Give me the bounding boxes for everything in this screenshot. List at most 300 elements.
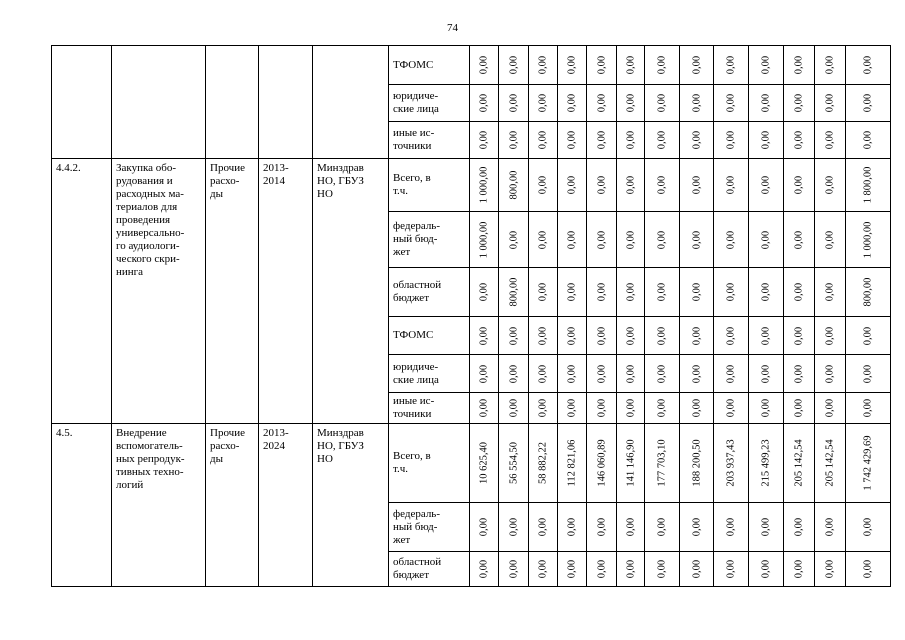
amount-cell	[784, 85, 815, 122]
amount-value: 58 882,22	[537, 442, 549, 484]
amount-cell	[749, 159, 784, 212]
amount-cell	[846, 85, 891, 122]
amount-value: 0,00	[760, 559, 772, 579]
amount-value: 0,00	[725, 282, 737, 302]
amount-cell	[714, 159, 749, 212]
amount-cell	[645, 355, 680, 393]
funding-source-cell: иные ис- точники	[389, 122, 470, 159]
amount-cell	[714, 268, 749, 317]
amount-cell	[749, 268, 784, 317]
amount-value: 0,00	[760, 55, 772, 75]
amount-value: 0,00	[508, 326, 519, 345]
row-category-cell	[206, 46, 259, 159]
amount-value: 0,00	[566, 559, 578, 579]
amount-value: 0,00	[596, 559, 607, 579]
amount-cell	[784, 393, 815, 424]
amount-value: 0,00	[537, 93, 549, 113]
amount-cell	[587, 552, 617, 587]
amount-value: 0,00	[508, 517, 519, 537]
amount-value: 0,00	[656, 364, 668, 383]
row-executor-cell: Минздрав НО, ГБУЗ НО	[313, 424, 389, 587]
amount-cell	[558, 355, 587, 393]
amount-cell	[815, 212, 846, 268]
amount-value: 0,00	[760, 93, 772, 113]
amount-value: 0,00	[596, 130, 607, 150]
amount-cell	[529, 355, 558, 393]
amount-cell	[714, 122, 749, 159]
amount-cell	[645, 552, 680, 587]
amount-cell	[846, 317, 891, 355]
amount-cell	[749, 317, 784, 355]
amount-cell	[784, 46, 815, 85]
row-period-cell: 2013- 2024	[259, 424, 313, 587]
amount-value: 0,00	[566, 130, 578, 150]
amount-value: 0,00	[625, 517, 636, 537]
amount-value: 0,00	[824, 517, 836, 537]
amount-cell	[617, 355, 645, 393]
amount-cell	[617, 268, 645, 317]
amount-cell	[645, 159, 680, 212]
amount-value: 0,00	[725, 517, 737, 537]
amount-value: 0,00	[862, 93, 874, 113]
amount-value: 0,00	[793, 55, 805, 75]
amount-cell	[529, 552, 558, 587]
amount-cell	[680, 159, 714, 212]
row-category-cell: Прочие расхо- ды	[206, 424, 259, 587]
amount-value: 0,00	[596, 55, 607, 75]
amount-value: 0,00	[656, 230, 668, 249]
amount-value: 10 625,40	[478, 442, 490, 484]
amount-cell	[846, 424, 891, 503]
amount-cell	[815, 268, 846, 317]
amount-value: 0,00	[691, 230, 702, 249]
amount-cell	[714, 503, 749, 552]
amount-value: 0,00	[824, 230, 836, 249]
amount-cell	[617, 212, 645, 268]
amount-cell	[815, 503, 846, 552]
amount-value: 0,00	[760, 326, 772, 345]
amount-cell	[749, 355, 784, 393]
amount-cell	[815, 355, 846, 393]
amount-value: 800,00	[508, 170, 519, 200]
amount-cell	[846, 268, 891, 317]
row-code-cell	[52, 46, 112, 159]
amount-value: 1 000,00	[478, 166, 490, 204]
amount-cell	[558, 317, 587, 355]
amount-value: 0,00	[862, 55, 874, 75]
amount-cell	[815, 159, 846, 212]
amount-cell	[645, 122, 680, 159]
amount-cell	[714, 212, 749, 268]
table-row	[52, 159, 891, 212]
amount-cell	[784, 317, 815, 355]
amount-cell	[815, 552, 846, 587]
amount-value: 0,00	[656, 175, 668, 195]
amount-value: 0,00	[725, 55, 737, 75]
amount-value: 0,00	[596, 517, 607, 537]
amount-value: 0,00	[537, 282, 549, 302]
amount-cell	[846, 552, 891, 587]
amount-cell	[749, 552, 784, 587]
amount-cell	[749, 46, 784, 85]
amount-value: 0,00	[862, 326, 874, 345]
amount-cell	[680, 552, 714, 587]
amount-value: 0,00	[793, 398, 805, 418]
amount-value: 0,00	[625, 55, 636, 75]
amount-cell	[617, 552, 645, 587]
amount-value: 0,00	[656, 55, 668, 75]
amount-value: 0,00	[625, 326, 636, 345]
amount-cell	[749, 85, 784, 122]
amount-value: 0,00	[566, 517, 578, 537]
funding-source-cell: Всего, в т.ч.	[389, 159, 470, 212]
amount-cell	[499, 46, 529, 85]
funding-source-cell: ТФОМС	[389, 317, 470, 355]
row-code-cell: 4.4.2.	[52, 159, 112, 424]
amount-cell	[529, 503, 558, 552]
amount-value: 1 000,00	[478, 221, 490, 258]
amount-cell	[784, 268, 815, 317]
amount-value: 146 060,89	[596, 439, 607, 487]
amount-cell	[587, 46, 617, 85]
amount-cell	[529, 122, 558, 159]
row-name-cell: Закупка обо- рудования и расходных ма- териалов для проведения универсально- го аудиологи- ческого скри- нинга	[112, 159, 206, 424]
amount-value: 0,00	[824, 364, 836, 383]
amount-cell	[815, 122, 846, 159]
amount-value: 0,00	[566, 398, 578, 418]
amount-value: 0,00	[760, 364, 772, 383]
amount-value: 0,00	[824, 175, 836, 195]
amount-value: 0,00	[793, 517, 805, 537]
amount-value: 0,00	[760, 230, 772, 249]
amount-value: 0,00	[793, 230, 805, 249]
funding-source-cell: иные ис- точники	[389, 393, 470, 424]
amount-cell	[558, 212, 587, 268]
amount-value: 0,00	[478, 517, 490, 537]
amount-cell	[529, 424, 558, 503]
amount-value: 0,00	[691, 517, 702, 537]
amount-cell	[784, 503, 815, 552]
amount-cell	[680, 46, 714, 85]
amount-cell	[815, 317, 846, 355]
amount-cell	[499, 85, 529, 122]
amount-value: 0,00	[537, 398, 549, 418]
funding-source-cell: федераль- ный бюд- жет	[389, 503, 470, 552]
amount-value: 0,00	[625, 175, 636, 195]
amount-cell	[470, 268, 499, 317]
amount-cell	[470, 552, 499, 587]
row-code-cell: 4.5.	[52, 424, 112, 587]
amount-value: 0,00	[824, 55, 836, 75]
amount-cell	[846, 46, 891, 85]
amount-value: 0,00	[824, 93, 836, 113]
amount-value: 0,00	[824, 398, 836, 418]
amount-value: 0,00	[725, 130, 737, 150]
amount-cell	[587, 268, 617, 317]
amount-cell	[587, 355, 617, 393]
amount-cell	[558, 503, 587, 552]
amount-value: 1 800,00	[862, 166, 874, 204]
amount-cell	[499, 552, 529, 587]
amount-cell	[645, 46, 680, 85]
amount-cell	[846, 159, 891, 212]
funding-source-cell: Всего, в т.ч.	[389, 424, 470, 503]
amount-cell	[558, 85, 587, 122]
amount-cell	[587, 503, 617, 552]
amount-value: 0,00	[824, 282, 836, 302]
amount-cell	[645, 212, 680, 268]
amount-value: 0,00	[537, 326, 549, 345]
amount-value: 0,00	[566, 55, 578, 75]
amount-cell	[784, 355, 815, 393]
amount-value: 0,00	[691, 398, 702, 418]
amount-value: 203 937,43	[725, 439, 737, 487]
amount-cell	[784, 212, 815, 268]
amount-value: 0,00	[824, 130, 836, 150]
amount-value: 0,00	[478, 93, 490, 113]
amount-value: 800,00	[862, 277, 874, 307]
amount-cell	[470, 424, 499, 503]
amount-value: 0,00	[478, 130, 490, 150]
amount-cell	[499, 317, 529, 355]
amount-value: 0,00	[537, 130, 549, 150]
amount-value: 0,00	[656, 282, 668, 302]
amount-value: 0,00	[793, 282, 805, 302]
amount-value: 0,00	[537, 364, 549, 383]
amount-cell	[714, 46, 749, 85]
amount-cell	[680, 424, 714, 503]
amount-value: 0,00	[537, 559, 549, 579]
amount-value: 0,00	[625, 230, 636, 249]
amount-cell	[587, 424, 617, 503]
amount-value: 0,00	[793, 364, 805, 383]
amount-value: 0,00	[691, 364, 702, 383]
amount-value: 0,00	[793, 130, 805, 150]
amount-value: 0,00	[537, 517, 549, 537]
row-name-cell	[112, 46, 206, 159]
amount-value: 0,00	[566, 326, 578, 345]
amount-value: 0,00	[824, 559, 836, 579]
amount-cell	[499, 355, 529, 393]
amount-value: 0,00	[478, 282, 490, 302]
amount-cell	[617, 424, 645, 503]
amount-cell	[587, 393, 617, 424]
amount-value: 0,00	[596, 364, 607, 383]
amount-cell	[846, 503, 891, 552]
amount-value: 0,00	[691, 559, 702, 579]
amount-value: 188 200,50	[691, 439, 702, 487]
amount-cell	[749, 122, 784, 159]
amount-cell	[470, 159, 499, 212]
amount-value: 0,00	[566, 175, 578, 195]
amount-value: 0,00	[725, 326, 737, 345]
amount-cell	[617, 159, 645, 212]
amount-cell	[558, 552, 587, 587]
amount-value: 56 554,50	[508, 442, 519, 484]
amount-value: 0,00	[793, 175, 805, 195]
amount-value: 0,00	[596, 175, 607, 195]
amount-value: 0,00	[508, 559, 519, 579]
funding-source-cell: федераль- ный бюд- жет	[389, 212, 470, 268]
amount-cell	[645, 503, 680, 552]
amount-value: 0,00	[793, 93, 805, 113]
amount-value: 0,00	[508, 230, 519, 249]
funding-source-cell: областной бюджет	[389, 268, 470, 317]
amount-cell	[587, 212, 617, 268]
amount-cell	[558, 122, 587, 159]
amount-value: 0,00	[691, 93, 702, 113]
amount-value: 0,00	[793, 326, 805, 345]
amount-cell	[529, 85, 558, 122]
amount-value: 0,00	[596, 398, 607, 418]
amount-cell	[470, 212, 499, 268]
amount-value: 0,00	[508, 398, 519, 418]
amount-cell	[680, 268, 714, 317]
amount-value: 0,00	[862, 398, 874, 418]
amount-value: 0,00	[478, 559, 490, 579]
amount-cell	[499, 393, 529, 424]
amount-cell	[645, 393, 680, 424]
amount-value: 0,00	[725, 230, 737, 249]
amount-cell	[558, 424, 587, 503]
amount-value: 205 142,54	[793, 439, 805, 487]
amount-cell	[846, 355, 891, 393]
amount-value: 0,00	[478, 326, 490, 345]
amount-value: 0,00	[537, 55, 549, 75]
amount-value: 0,00	[478, 55, 490, 75]
table-row	[52, 424, 891, 503]
amount-cell	[617, 393, 645, 424]
amount-value: 0,00	[760, 517, 772, 537]
amount-cell	[749, 393, 784, 424]
amount-cell	[815, 46, 846, 85]
amount-cell	[617, 317, 645, 355]
amount-value: 0,00	[656, 326, 668, 345]
amount-cell	[680, 503, 714, 552]
amount-cell	[529, 212, 558, 268]
amount-value: 0,00	[760, 398, 772, 418]
amount-cell	[558, 268, 587, 317]
amount-value: 0,00	[537, 175, 549, 195]
amount-value: 800,00	[508, 277, 519, 307]
amount-value: 0,00	[596, 282, 607, 302]
amount-value: 0,00	[656, 517, 668, 537]
amount-value: 0,00	[566, 230, 578, 249]
amount-value: 0,00	[760, 130, 772, 150]
amount-cell	[529, 317, 558, 355]
funding-source-cell: юридиче- ские лица	[389, 355, 470, 393]
amount-value: 0,00	[625, 130, 636, 150]
amount-cell	[749, 503, 784, 552]
amount-value: 0,00	[862, 130, 874, 150]
amount-value: 0,00	[478, 398, 490, 418]
amount-value: 112 821,06	[566, 439, 578, 487]
funding-source-cell: ТФОМС	[389, 46, 470, 85]
amount-value: 205 142,54	[824, 439, 836, 487]
amount-value: 0,00	[625, 282, 636, 302]
amount-value: 0,00	[508, 55, 519, 75]
amount-cell	[499, 268, 529, 317]
amount-cell	[470, 85, 499, 122]
row-name-cell: Внедрение вспомогатель- ных репродук- тивных техно- логий	[112, 424, 206, 587]
amount-value: 0,00	[625, 364, 636, 383]
amount-cell	[846, 393, 891, 424]
amount-value: 0,00	[760, 282, 772, 302]
amount-cell	[470, 393, 499, 424]
funding-source-cell: юридиче- ские лица	[389, 85, 470, 122]
amount-value: 1 000,00	[862, 221, 874, 258]
amount-cell	[784, 122, 815, 159]
amount-cell	[499, 424, 529, 503]
amount-cell	[714, 317, 749, 355]
row-executor-cell	[313, 46, 389, 159]
amount-cell	[558, 46, 587, 85]
amount-cell	[587, 122, 617, 159]
row-period-cell: 2013- 2014	[259, 159, 313, 424]
amount-value: 0,00	[596, 230, 607, 249]
amount-cell	[714, 355, 749, 393]
amount-value: 0,00	[656, 93, 668, 113]
amount-value: 0,00	[691, 55, 702, 75]
amount-cell	[499, 212, 529, 268]
amount-cell	[529, 159, 558, 212]
amount-cell	[645, 268, 680, 317]
amount-value: 0,00	[725, 398, 737, 418]
amount-cell	[714, 552, 749, 587]
amount-cell	[645, 317, 680, 355]
amount-cell	[617, 122, 645, 159]
amount-cell	[617, 503, 645, 552]
amount-value: 0,00	[478, 364, 490, 383]
amount-value: 0,00	[656, 130, 668, 150]
amount-value: 0,00	[566, 282, 578, 302]
amount-cell	[749, 212, 784, 268]
amount-value: 1 742 429,69	[862, 435, 874, 491]
amount-value: 141 146,90	[625, 439, 636, 487]
amount-cell	[470, 122, 499, 159]
amount-value: 0,00	[691, 175, 702, 195]
amount-cell	[470, 46, 499, 85]
amount-value: 177 703,10	[656, 439, 668, 487]
amount-cell	[529, 46, 558, 85]
amount-cell	[680, 85, 714, 122]
amount-value: 0,00	[725, 93, 737, 113]
amount-cell	[529, 393, 558, 424]
amount-cell	[645, 424, 680, 503]
amount-value: 0,00	[656, 559, 668, 579]
amount-cell	[846, 122, 891, 159]
amount-value: 0,00	[656, 398, 668, 418]
amount-value: 0,00	[824, 326, 836, 345]
amount-cell	[784, 424, 815, 503]
amount-cell	[470, 503, 499, 552]
amount-cell	[587, 85, 617, 122]
amount-value: 0,00	[725, 175, 737, 195]
amount-cell	[499, 503, 529, 552]
amount-cell	[680, 355, 714, 393]
amount-cell	[470, 317, 499, 355]
amount-cell	[749, 424, 784, 503]
amount-value: 0,00	[725, 364, 737, 383]
amount-cell	[680, 122, 714, 159]
row-executor-cell: Минздрав НО, ГБУЗ НО	[313, 159, 389, 424]
amount-cell	[846, 212, 891, 268]
amount-cell	[499, 159, 529, 212]
amount-value: 0,00	[862, 364, 874, 383]
amount-value: 0,00	[625, 398, 636, 418]
amount-cell	[680, 317, 714, 355]
amount-value: 0,00	[691, 326, 702, 345]
